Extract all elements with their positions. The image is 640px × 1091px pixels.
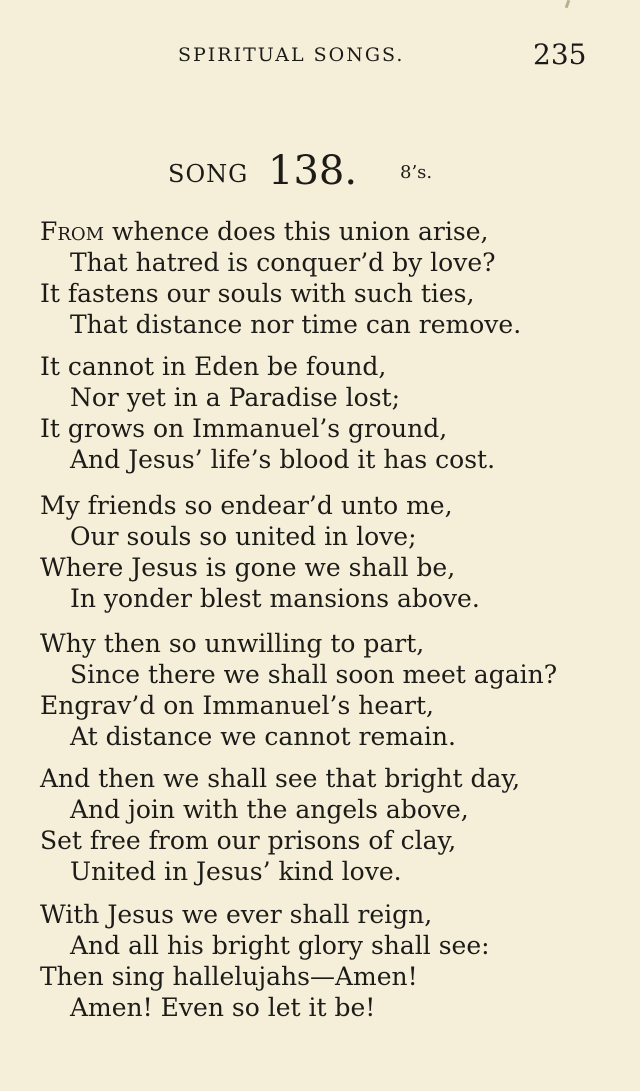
verse-line: That distance nor time can remove. [70,310,522,339]
verse-line: It cannot in Eden be found, [40,352,387,381]
verse-line [40,216,620,247]
stanza-1 [40,216,620,340]
stanza-5 [40,763,620,887]
verse-line: Where Jesus is gone we shall be, [40,553,456,582]
verse-line: My friends so endear’d unto me, [40,491,453,520]
verse-line: In yonder blest mansions above. [70,584,480,613]
verse-line: And Jesus’ life’s blood it has cost. [70,445,496,474]
verse-line: It grows on Immanuel’s ground, [40,414,448,443]
verse-line: And join with the angels above, [70,795,469,824]
verse-line: That hatred is conquer’d by love? [70,248,496,277]
verse-line: Nor yet in a Paradise lost; [70,383,401,412]
verse-line: Then sing hallelujahs—Amen! [40,962,418,991]
first-word: From [40,217,105,246]
verse-line: And all his bright glory shall see: [70,931,490,960]
verse-line: It fastens our souls with such ties, [40,279,475,308]
verse-line: Our souls so united in love; [70,522,417,551]
page-number: 235 [533,38,587,71]
verse-line: And then we shall see that bright day, [40,764,521,793]
verse-line: Since there we shall soon meet again? [70,660,558,689]
running-head [0,38,640,72]
stanza-3 [40,490,620,614]
verse-line: Why then so unwilling to part, [40,629,425,658]
song-label: SONG [168,160,249,188]
song-number: 138. [268,148,358,194]
margin-mark [565,0,571,8]
verse-line: Engrav’d on Immanuel’s heart, [40,691,434,720]
verse-line: Amen! Even so let it be! [70,993,376,1022]
stanza-2 [40,351,620,475]
verse-line: At distance we cannot remain. [70,722,456,751]
verse-line: With Jesus we ever shall reign, [40,900,433,929]
first-line-rest: whence does this union arise, [104,217,489,246]
verse-line: Set free from our prisons of clay, [40,826,457,855]
song-heading [168,148,488,192]
verse-line: United in Jesus’ kind love. [70,857,402,886]
stanza-6 [40,899,620,1023]
running-title: SPIRITUAL SONGS. [178,44,405,66]
stanza-4 [40,628,620,752]
song-meter: 8’s. [400,162,433,183]
